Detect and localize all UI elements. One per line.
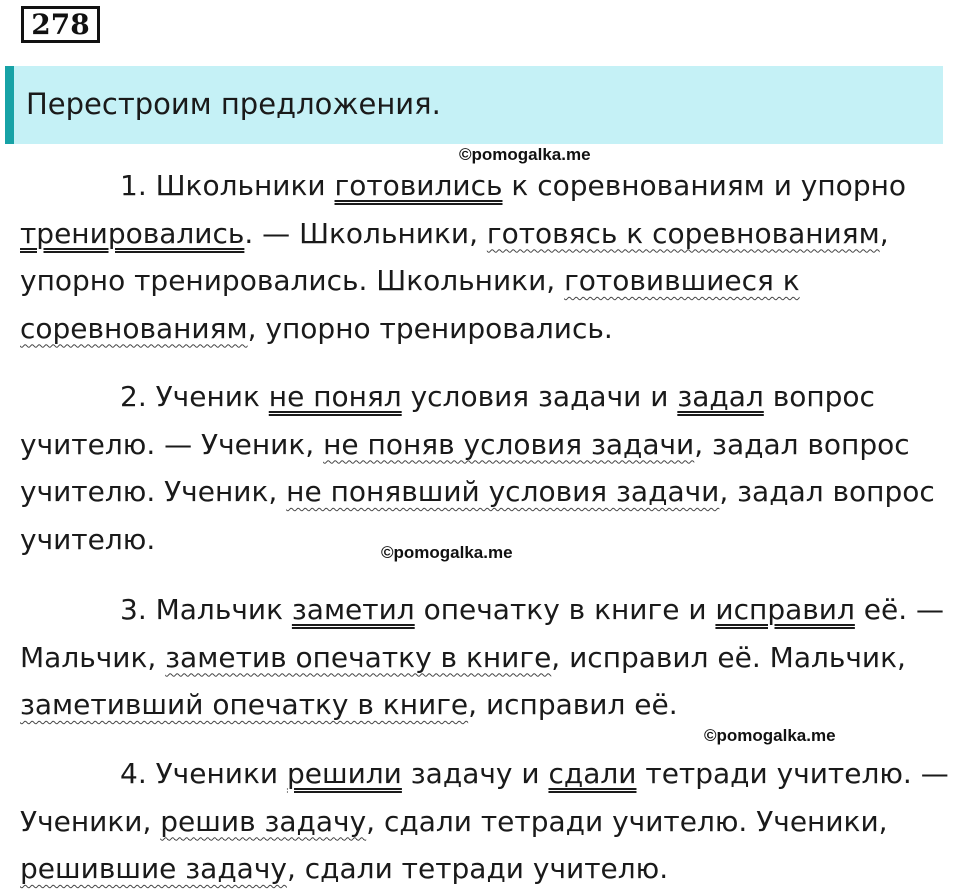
text-segment: условия задачи и bbox=[401, 380, 678, 413]
text-segment: , сдали тетради учителю. bbox=[286, 852, 669, 885]
text-segment: задачу и bbox=[401, 757, 549, 790]
text-segment: 2. Ученик bbox=[120, 380, 269, 413]
predicate-verb: заметил bbox=[291, 593, 415, 626]
text-segment: 3. Мальчик bbox=[120, 593, 292, 626]
participial-phrase: заметивший опечатку в книге bbox=[20, 688, 469, 721]
title-bar bbox=[5, 66, 943, 144]
predicate-verb: решили bbox=[286, 757, 402, 790]
text-segment: 4. Ученики bbox=[120, 757, 287, 790]
text-segment: к соревнованиям и упорно bbox=[502, 169, 907, 202]
text-segment: тетради учителю. — Ученики, bbox=[20, 757, 949, 838]
text-segment: , сдали тетради учителю. Ученики, bbox=[366, 804, 888, 838]
participial-phrase: заметив опечатку в книге bbox=[165, 640, 552, 674]
watermark: ©pomogalka.me bbox=[381, 543, 513, 562]
participial-phrase: не поняв условия задачи bbox=[323, 427, 695, 461]
predicate-verb: сдали bbox=[548, 757, 637, 790]
text-segment: , задал вопрос учителю. Ученик, bbox=[20, 427, 910, 508]
predicate-verb: тренировались bbox=[20, 216, 245, 250]
text-segment: вопрос учителю. — Ученик, bbox=[20, 380, 875, 461]
participial-phrase: решившие задачу bbox=[20, 852, 287, 885]
participial-phrase: решив задачу bbox=[160, 804, 367, 838]
exercise-number: 278 bbox=[21, 6, 100, 43]
paragraph-1 bbox=[20, 162, 955, 352]
text-segment: опечатку в книге и bbox=[414, 593, 716, 626]
predicate-verb: исправил bbox=[715, 593, 855, 626]
paragraph-2 bbox=[20, 373, 955, 563]
watermark: ©pomogalka.me bbox=[704, 726, 836, 745]
text-segment: , упорно тренировались. Школьники, bbox=[20, 216, 889, 297]
text-segment: , упорно тренировались. bbox=[247, 311, 613, 345]
predicate-verb: задал bbox=[677, 380, 764, 413]
page-title: Перестроим предложения. bbox=[26, 87, 441, 121]
text-segment: её. — Мальчик, bbox=[20, 593, 945, 674]
text-segment: . — Школьники, bbox=[244, 216, 487, 250]
text-segment: , исправил её. bbox=[468, 688, 678, 721]
text-segment: , задал вопрос учителю. bbox=[20, 475, 935, 556]
predicate-verb: не понял bbox=[268, 380, 402, 413]
participial-phrase: не понявший условия задачи bbox=[286, 475, 720, 508]
watermark: ©pomogalka.me bbox=[459, 145, 591, 164]
paragraph-3 bbox=[20, 586, 955, 729]
paragraph-4 bbox=[20, 750, 955, 893]
text-segment: 1. Школьники bbox=[120, 169, 335, 202]
text-segment: , исправил её. Мальчик, bbox=[551, 640, 906, 674]
participial-phrase: готовясь к соревнованиям bbox=[486, 216, 880, 250]
predicate-verb: готовились bbox=[334, 169, 503, 202]
participial-phrase: готовившиеся к соревнованиям bbox=[20, 264, 800, 345]
